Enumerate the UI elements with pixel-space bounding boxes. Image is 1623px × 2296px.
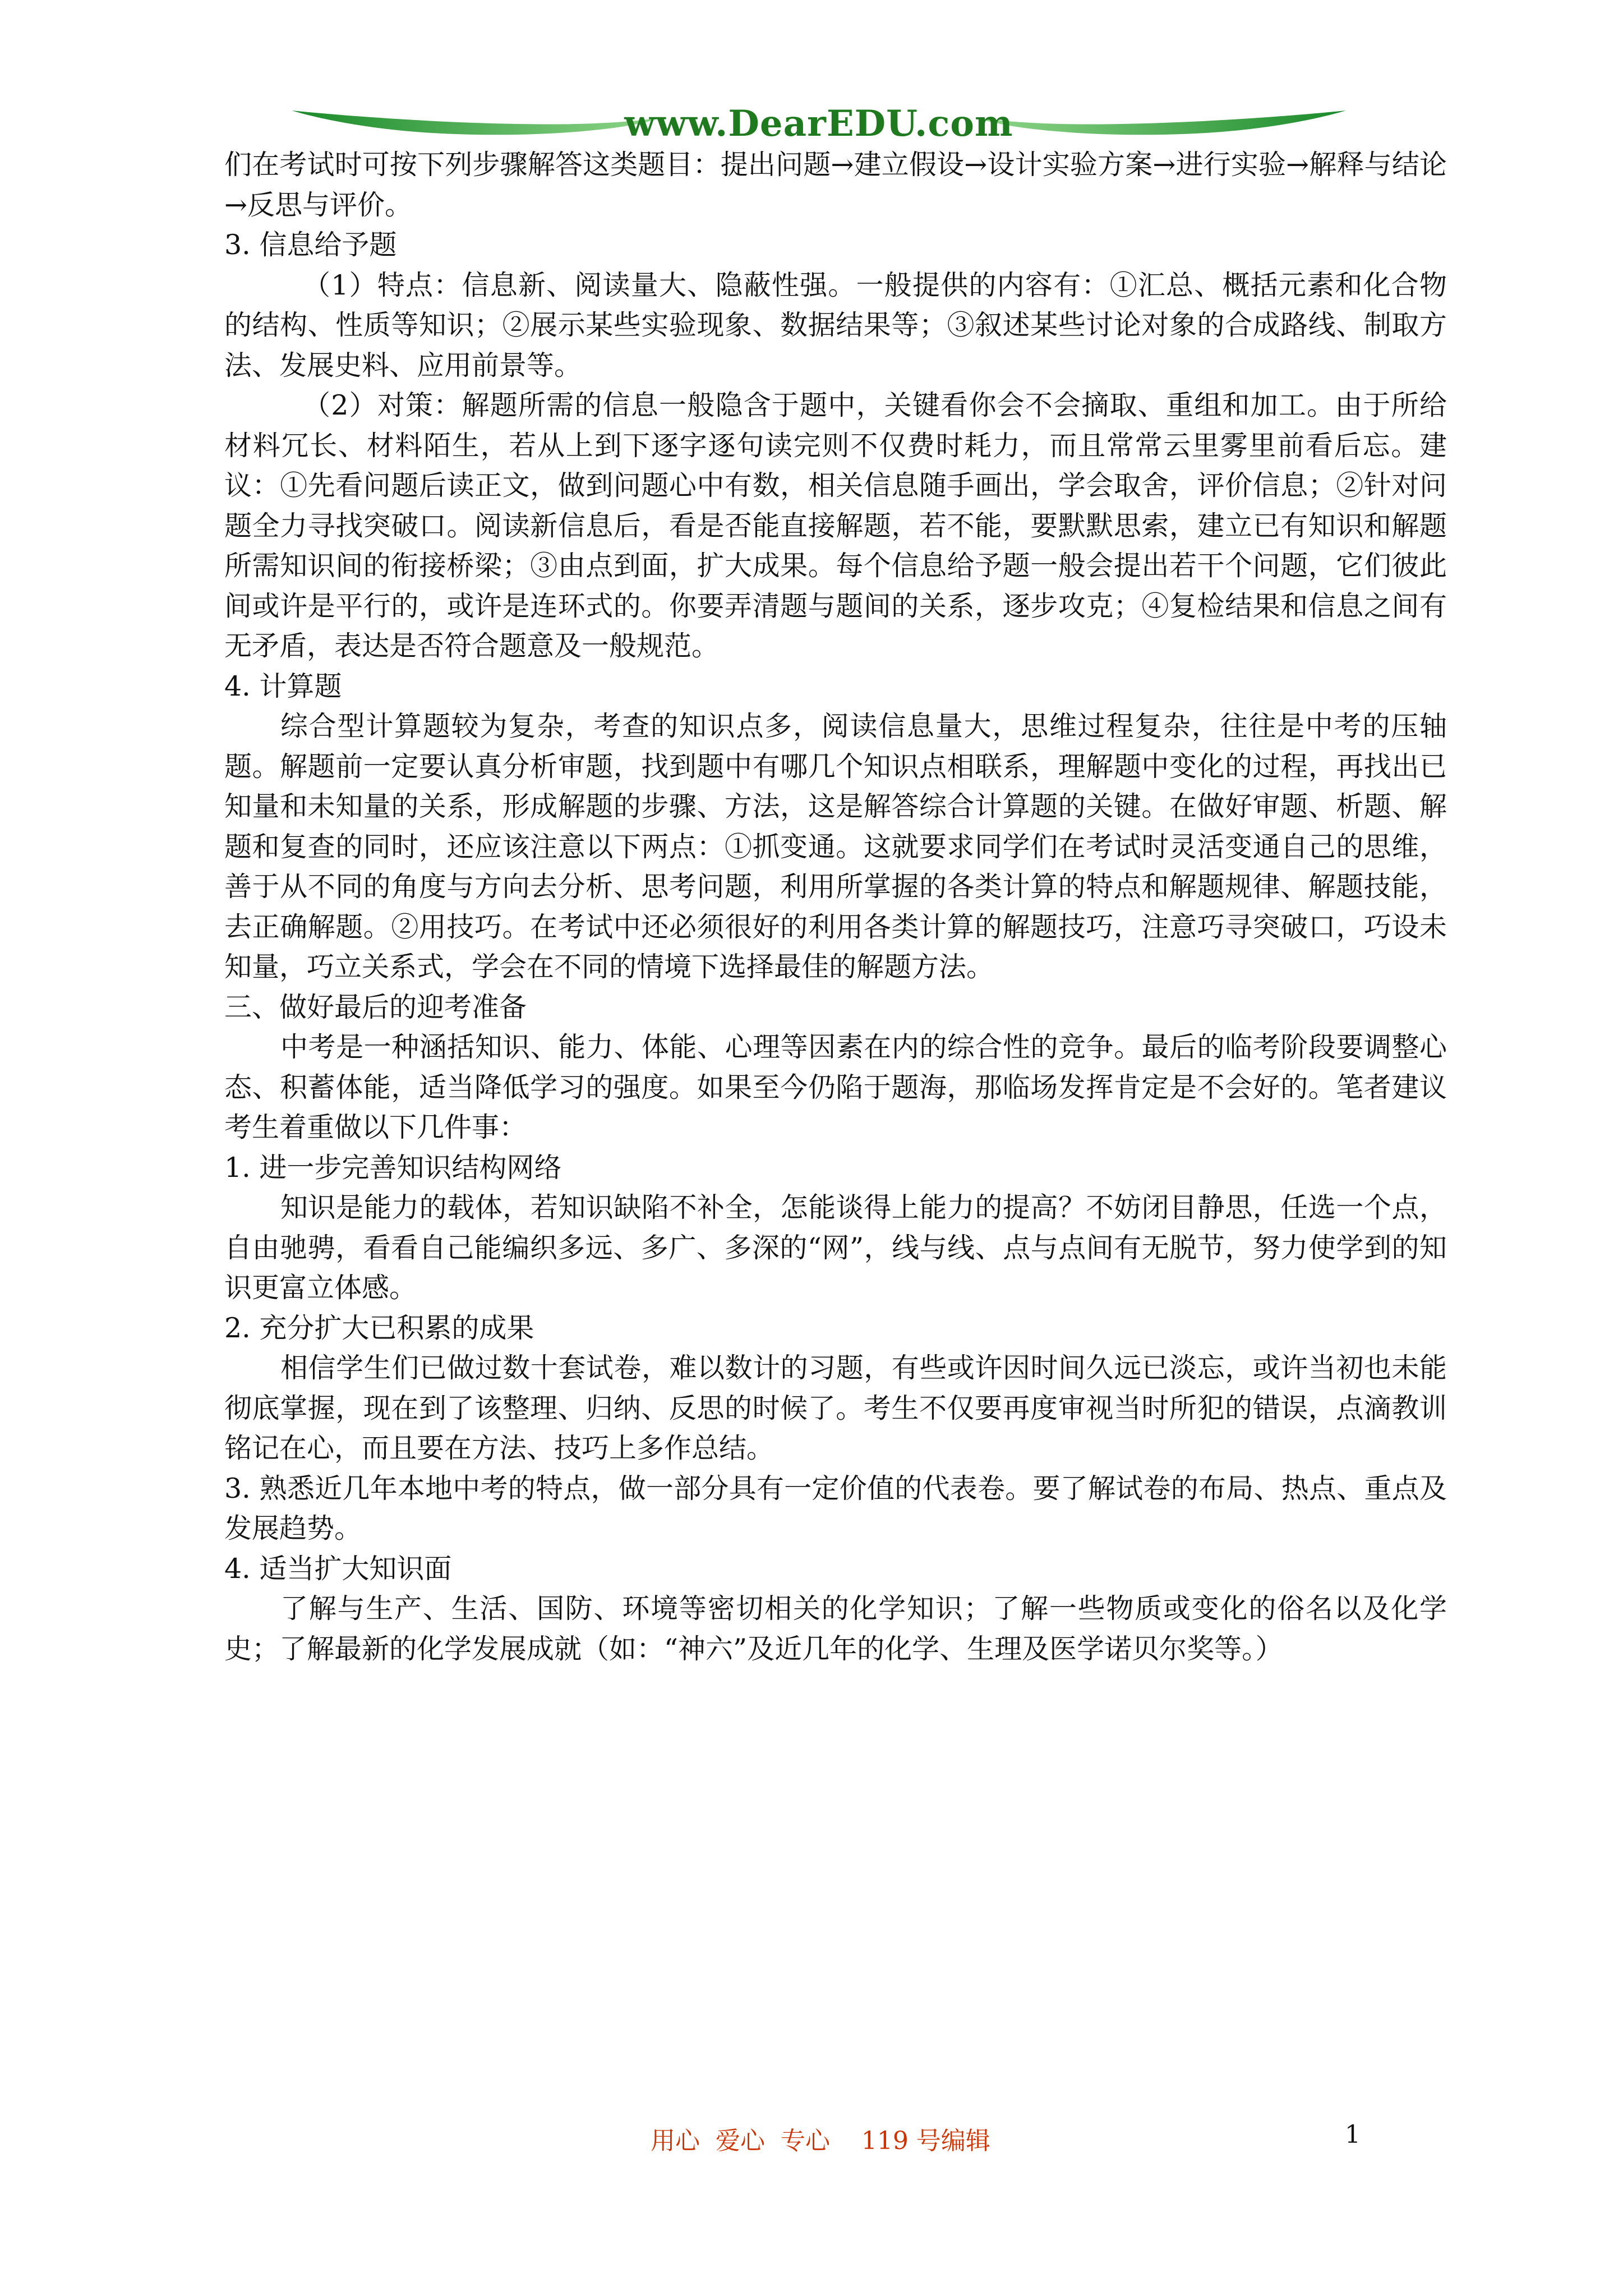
page-footer xyxy=(0,2120,1623,2154)
section-heading: 4. 计算题 xyxy=(224,670,342,702)
paragraph: 中考是一种涵括知识、能力、体能、心理等因素在内的综合性的竞争。最后的临考阶段要调整心态、积蓄体能，适当降低学习的强度。如果至今仍陷于题海，那临场发挥肯定是不会好的。笔者建议考生着重做以下几件事： xyxy=(224,1031,1447,1143)
paragraph: 综合型计算题较为复杂，考查的知识点多，阅读信息量大，思维过程复杂，往往是中考的压轴题。解题前一定要认真分析审题，找到题中有哪几个知识点相联系，理解题中变化的过程，再找出已知量和未知量的关系，形成解题的步骤、方法，这是解答综合计算题的关键。在做好审题、析题、解题和复查的同时，还应该注意以下两点：①抓变通。这就要求同学们在考试时灵活变通自己的思维，善于从不同的角度与方向去分析、思考问题，利用所掌握的各类计算的特点和解题规律、解题技能，去正确解题。②用技巧。在考试中还必须很好的利用各类计算的解题技巧，注意巧寻突破口，巧设未知量，巧立关系式，学会在不同的情境下选择最佳的解题方法。 xyxy=(224,710,1447,983)
paragraph: （2）对策：解题所需的信息一般隐含于题中，关键看你会不会摘取、重组和加工。由于所给材料冗长、材料陌生，若从上到下逐字逐句读完则不仅费时耗力，而且常常云里雾里前看后忘。建议：①先看问题后读正文，做到问题心中有数，相关信息随手画出，学会取舍，评价信息；②针对问题全力寻找突破口。阅读新信息后，看是否能直接解题，若不能，要默默思索，建立已有知识和解题所需知识间的衔接桥梁；③由点到面，扩大成果。每个信息给予题一般会提出若干个问题，它们彼此间或许是平行的，或许是连环式的。你要弄清题与题间的关系，逐步攻克；④复检结果和信息之间有无矛盾，表达是否符合题意及一般规范。 xyxy=(224,389,1447,662)
footer-slogan: 用心 爱心 专心 119 号编辑 xyxy=(651,2127,990,2155)
section-heading: 3. 信息给予题 xyxy=(224,229,397,261)
paragraph: 了解与生产、生活、国防、环境等密切相关的化学知识；了解一些物质或变化的俗名以及化学史；了解最新的化学发展成就（如：“神六”及近几年的化学、生理及医学诺贝尔奖等。） xyxy=(224,1593,1447,1665)
header-banner xyxy=(292,98,1346,149)
site-logo-text: www.DearEDU.com xyxy=(624,103,1013,145)
document-body xyxy=(224,145,1447,1669)
section-heading: 1. 进一步完善知识结构网络 xyxy=(224,1151,562,1184)
paragraph: 知识是能力的载体，若知识缺陷不补全，怎能谈得上能力的提高？不妨闭目静思，任选一个点，自由驰骋，看看自己能编织多远、多广、多深的“网”，线与线、点与点间有无脱节，努力使学到的知识更富立体感。 xyxy=(224,1191,1447,1304)
paragraph: 相信学生们已做过数十套试卷，难以数计的习题，有些或许因时间久远已淡忘，或许当初也未能彻底掌握，现在到了该整理、归纳、反思的时候了。考生不仅要再度审视当时所犯的错误，点滴教训铭记在心，而且要在方法、技巧上多作总结。 xyxy=(224,1352,1447,1464)
section-heading: 4. 适当扩大知识面 xyxy=(224,1552,452,1585)
chapter-heading: 三、做好最后的迎考准备 xyxy=(224,991,527,1023)
section-heading: 3. 熟悉近几年本地中考的特点，做一部分具有一定价值的代表卷。要了解试卷的布局、热点、重点及发展趋势。 xyxy=(224,1472,1447,1544)
section-heading: 2. 充分扩大已积累的成果 xyxy=(224,1312,534,1344)
paragraph: （1）特点：信息新、阅读量大、隐蔽性强。一般提供的内容有：①汇总、概括元素和化合物的结构、性质等知识；②展示某些实验现象、数据结果等；③叙述某些讨论对象的合成路线、制取方法、发展史料、应用前景等。 xyxy=(224,269,1447,381)
page-number: 1 xyxy=(1345,2120,1361,2149)
paragraph: 们在考试时可按下列步骤解答这类题目：提出问题→建立假设→设计实验方案→进行实验→解释与结论→反思与评价。 xyxy=(224,149,1447,221)
